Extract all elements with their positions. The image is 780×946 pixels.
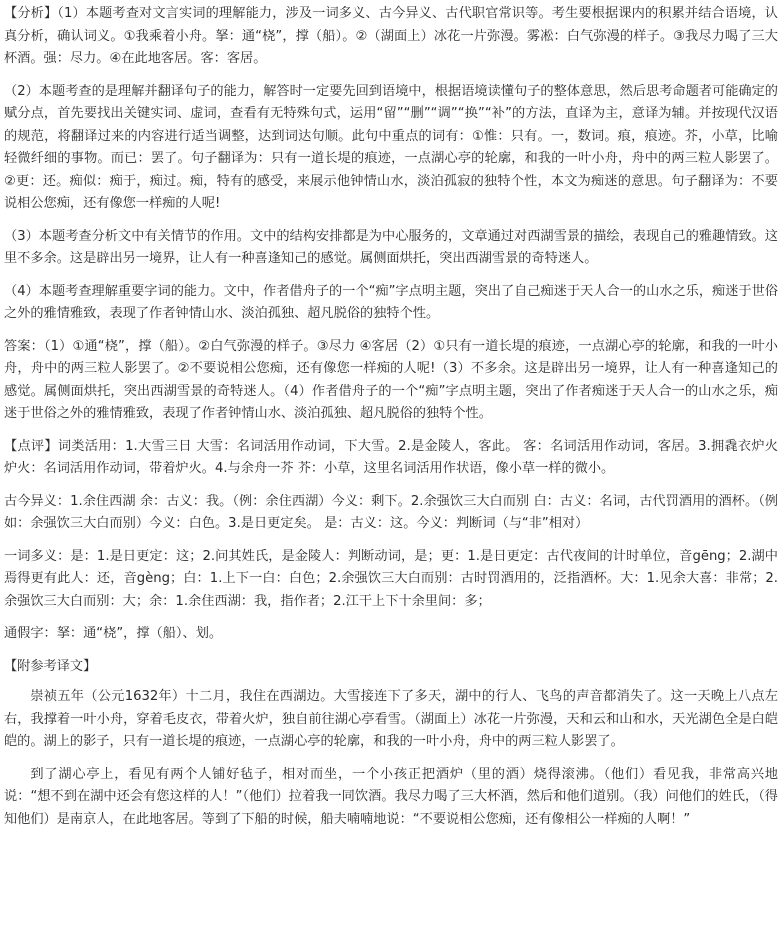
comment-paragraph-1: 【点评】词类活用：1.大雪三日 大雪：名词活用作动词，下大雪。2.是金陵人，客此。 客：名词活用作动词，客居。3.拥毳衣炉火 炉火：名词活用作动词，带着炉火。4.与余舟一芥 芥：小草，这里名词活用作状语，像小草一样的微小。	[4, 438, 778, 476]
translation-paragraph-1: 崇祯五年（公元1632年）十二月，我住在西湖边。大雪接连下了多天，湖中的行人、飞鸟的声音都消失了。这一天晚上八点左右，我撑着一叶小舟，穿着毛皮衣，带着火炉，独自前往湖心亭看雪。（湖面上）冰花一片弥漫，天和云和山和水，天光湖色全是白皑皑的。湖上的影子，只有一道长堤的痕迹，一点湖心亭的轮廓，和我的一叶小舟，舟中的两三粒人影罢了。	[4, 689, 778, 749]
analysis-paragraph-2: （2）本题考查的是理解并翻译句子的能力，解答时一定要先回到语境中，根据语境读懂句子的整体意思，然后思考命题者可能确定的赋分点，首先要找出关键实词、虚词，查看有无特殊句式，运用“留”“删”“调”“换”“补”的方法，直译为主，意译为辅。并按现代汉语的规范，将翻译过来的内容进行适当调整，达到词达句顺。此句中重点的词有：①惟：只有。一，数词。痕，痕迹。芥，小草，比喻轻微纤细的事物。而已：罢了。句子翻译为：只有一道长堤的痕迹，一点湖心亭的轮廓，和我的一叶小舟，舟中的两三粒人影罢了。②更：还。痴似：痴于，痴过。痴，特有的感受，来展示他钟情山水，淡泊孤寂的独特个性，本文为痴迷的意思。句子翻译为：不要说相公您痴，还有像您一样痴的人呢!	[4, 83, 778, 211]
analysis-paragraph-4: （4）本题考查理解重要字词的能力。文中，作者借舟子的一个“痴”字点明主题，突出了自己痴迷于天人合一的山水之乐，痴迷于世俗之外的雅情雅致，表现了作者钟情山水、淡泊孤独、超凡脱俗的独特个性。	[4, 283, 778, 321]
analysis-paragraph-1: 【分析】（1）本题考查对文言实词的理解能力，涉及一词多义、古今异义、古代职官常识等。考生要根据课内的积累并结合语境，认真分析，确认词义。①我乘着小舟。拏：通“桡”，撑（船）。②（湖面上）冰花一片弥漫。雾凇：白气弥漫的样子。③我尽力喝了三大杯酒。强：尽力。④在此地客居。客：客居。	[4, 6, 778, 66]
answer-paragraph: 答案：（1）①通“桡”，撑（船）。②白气弥漫的样子。③尽力 ④客居（2）①只有一道长堤的痕迹，一点湖心亭的轮廓，和我的一叶小舟，舟中的两三粒人影罢了。②不要说相公您痴，还有像您一样痴的人呢!（3）不多余。这是辟出另一境界，让人有一种喜逢知己的感觉。属侧面烘托，突出西湖雪景的奇特迷人。（4）作者借舟子的一个“痴”字点明主题，突出了作者痴迷于天人合一的山水之乐，痴迷于世俗之外的雅情雅致，表现了作者钟情山水、淡泊孤独、超凡脱俗的独特个性。	[4, 338, 778, 421]
translation-paragraph-2: 到了湖心亭上，看见有两个人铺好毡子，相对而坐，一个小孩正把酒炉（里的酒）烧得滚沸。（他们）看见我，非常高兴地说：“想不到在湖中还会有您这样的人！”（他们）拉着我一同饮酒。我尽力喝了三大杯酒，然后和他们道别。（我）问他们的姓氏，（得知他们）是南京人，在此地客居。等到了下船的时候，船夫喃喃地说：“不要说相公您痴，还有像相公一样痴的人啊！”	[4, 766, 778, 827]
translation-heading: 【附参考译文】	[4, 658, 97, 674]
comment-paragraph-4: 通假字：拏：通“桡”，撑（船）、划。	[4, 626, 223, 641]
comment-paragraph-2: 古今异义：1.余住西湖 余：古义：我。（例：余住西湖）今义：剩下。2.余强饮三大白而别 白：古义：名词，古代罚酒用的酒杯。（例如：余强饮三大白而别）今义：白色。3.是日更定矣。 是：古义：这。今义：判断词（与“非”相对）	[4, 493, 778, 531]
analysis-paragraph-3: （3）本题考查分析文中有关情节的作用。文中的结构安排都是为中心服务的，文章通过对西湖雪景的描绘，表现自己的雅趣情致。这里不多余。这是辟出另一境界，让人有一种喜逢知己的感觉。属侧面烘托，突出西湖雪景的奇特迷人。	[4, 228, 778, 266]
document-body	[4, 3, 778, 841]
comment-paragraph-3: 一词多义：是：1.是日更定：这；2.问其姓氏，是金陵人：判断动词，是；更：1.是日更定：古代夜间的计时单位，音gēng；2.湖中焉得更有此人：还，音gèng；白：1.上下一白：白色；2.余强饮三大白而别：古时罚酒用的，泛指酒杯。大：1.见余大喜：非常；2.余强饮三大白而别：大；余：1.余住西湖：我，指作者；2.江干上下十余里间：多；	[4, 548, 778, 609]
